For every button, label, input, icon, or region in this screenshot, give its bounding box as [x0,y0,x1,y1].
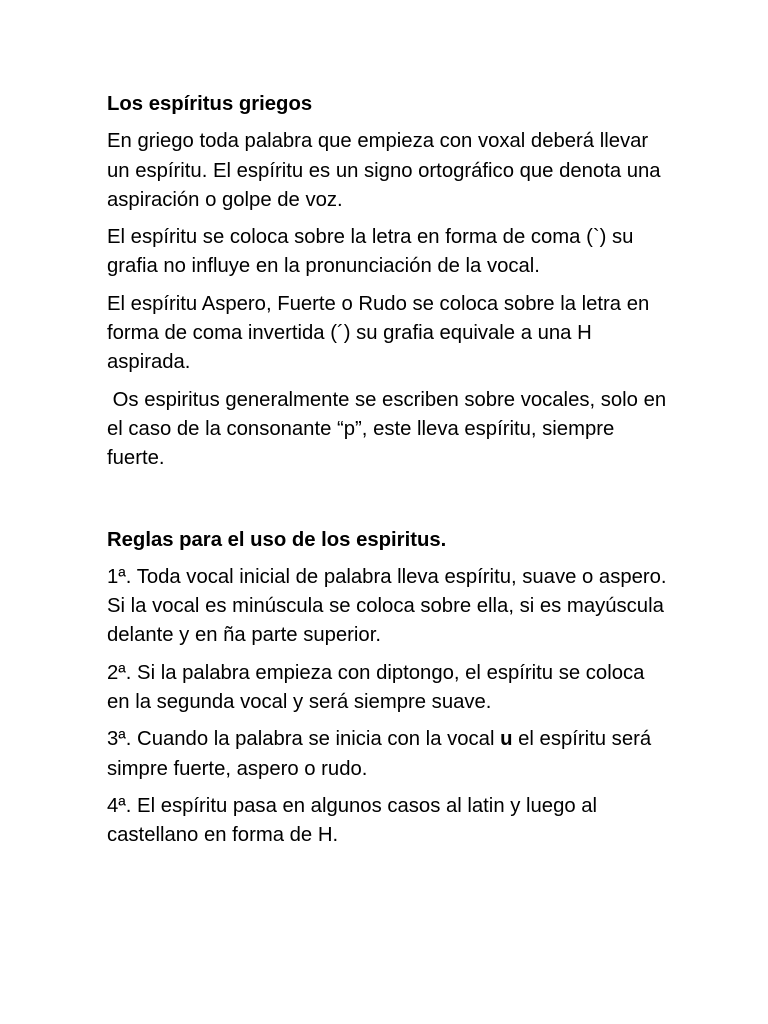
paragraph-3: El espíritu Aspero, Fuerte o Rudo se coloca sobre la letra en forma de coma invertida (´) su grafia equivale a una H aspirada. [107,292,650,374]
paragraph-1: En griego toda palabra que empieza con voxal deberá llevar un espíritu. El espíritu es un signo ortográfico que denota una aspiración o golpe de voz. [107,130,661,211]
document-content [107,90,672,859]
rule-2: 2ª. Si la palabra empieza con diptongo, el espíritu se coloca en la segunda vocal y será siempre suave. [107,661,645,714]
section-title-espiritus: Los espíritus griegos [107,93,313,115]
paragraph-2: El espíritu se coloca sobre la letra en forma de coma (`) su grafia no influye en la pronunciación de la vocal. [107,226,634,278]
rule-4: 4ª. El espíritu pasa en algunos casos al latin y luego al castellano en forma de H. [107,794,598,847]
rule-3 [107,725,667,784]
rule-3-text-before: 3ª. Cuando la palabra se inicia con la vocal [107,728,501,751]
rule-3-text-after: el espíritu será simpre fuerte, aspero o rudo. [107,728,657,780]
section-gap [107,482,667,526]
rule-1: 1ª. Toda vocal inicial de palabra lleva espíritu, suave o aspero. Si la vocal es minúscula se coloca sobre ella, si es mayúscula delante y en ña parte superior. [107,565,667,647]
paragraph-4: Os espiritus generalmente se escriben sobre vocales, solo en el caso de la consonante “p”, este lleva espíritu, siempre fuerte. [107,388,672,470]
rule-3-bold-vowel: u [500,728,513,751]
section-title-reglas: Reglas para el uso de los espiritus. [107,528,447,551]
